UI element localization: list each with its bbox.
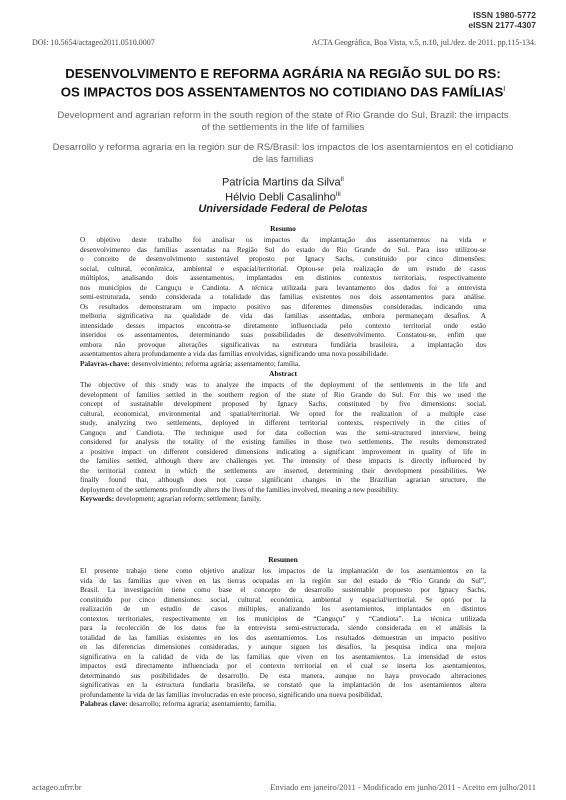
text-line: significativa en la calidad de vida de las familias que viven en los asentamientos. La intensidad de estos bbox=[80, 651, 486, 661]
text-line: considered for analysis the totality of the existing families in those two settlements. The results demonstrated bbox=[80, 437, 486, 446]
submission-dates: Enviado em janeiro/2011 - Modificado em junho/2011 - Aceito em julho/2011 bbox=[270, 782, 536, 792]
title-line-2: OS IMPACTOS DOS ASSENTAMENTOS NO COTIDIANO DAS FAMÍLIAS bbox=[60, 84, 504, 100]
author-block bbox=[40, 174, 526, 215]
text-line: realización de un estudio de casos múltiples, analizando los asentamientos, implantados en distintos bbox=[80, 604, 486, 613]
text-line: contextos territoriales, respectivamente en los municipios de “Canguçu” y “Candiota”. La técnica utilizada bbox=[80, 613, 486, 623]
keywords-label: Keywords: bbox=[80, 494, 115, 503]
text-line: nos municípios de Canguçu e Candiota. A técnica utilizada para levantamento dos dados foi a entrevista bbox=[80, 282, 486, 292]
text-line: intensidade desses impactos encontra-se diretamente influenciada pelo contexto territorial onde estão bbox=[80, 320, 486, 330]
text-line: deployment of the settlements profoundly alters the lives of the families involved, meaning a new possibility. bbox=[80, 484, 399, 494]
eissn: eISSN 2177-4307 bbox=[468, 20, 536, 30]
article-title bbox=[40, 66, 526, 100]
keywords-list: desenvolvimento; reforma agrária; assentamento; família. bbox=[129, 358, 301, 368]
text-line: development of families settled in the southern region of the state of Rio Grande do Sul. For this we used the bbox=[80, 389, 486, 399]
doi: DOI: 10.5654/actageo2011.0510.0007 bbox=[32, 38, 155, 47]
title-note-mark: I bbox=[503, 86, 506, 93]
spanish-title-line: de las familias bbox=[252, 154, 314, 165]
text-line: en las diferencias dimensiones consideradas, y aunque siguen los desafíos, la pesquisa indica una mejora bbox=[80, 642, 486, 651]
text-line: Os resultados demonstraram um impacto positivo nas diferentes dimensões consideradas, indicando uma bbox=[80, 301, 486, 311]
text-line: Brasil. La investigación tiene como base el concepto de desarrollo sustentable propuesto por Ignacy Sachs, bbox=[80, 585, 486, 594]
title-line-2-wrap bbox=[40, 82, 526, 100]
text-line: a positive impact on different considered dimensions indicating a significant improvement in quality of life in bbox=[80, 446, 486, 456]
author-2 bbox=[40, 189, 526, 204]
resumen-text bbox=[80, 566, 486, 709]
text-line: múltiplos, analisando dois assentamentos, implantados em distintos contextos territoriais, respectivamente bbox=[80, 273, 486, 282]
author-1 bbox=[40, 174, 526, 189]
text-line: o conceito de desenvolvimento sustentável proposto por Ignacy Sachs, constituído por cinco dimensões: bbox=[80, 254, 486, 263]
text-line: totalidad de las familias existentes en los dos asentamientos. Los resultados demuestran un impacto positivo bbox=[80, 632, 486, 642]
text-line: melhoria significativa na qualidade de vida das famílias assentadas, embora permaneçam desafios. A bbox=[80, 311, 486, 320]
issn: ISSN 1980-5772 bbox=[473, 10, 536, 20]
text-line: embora não provoque alterações significativas na estrutura fundiária brasileira, a implantação dos bbox=[80, 339, 486, 349]
author-1-mark: II bbox=[340, 177, 344, 183]
keywords-list: desarrollo; reforma agraria; asentamiento; família. bbox=[127, 699, 277, 708]
text-line: cultural, economical, environmental and spatial/territorial. We opted for the realization of a multiple case bbox=[80, 408, 486, 418]
text-line: O objetivo deste trabalho foi analisar os impactos da implantação dos assentamentos na vida e bbox=[80, 235, 486, 244]
keywords-list: development; agrarian reform; settlement; family. bbox=[114, 494, 262, 503]
text-line: significativas en la estructura fundiaria brasileña, se constató que la implantación de los asentamientos altera bbox=[80, 680, 486, 689]
text-line: para la recolección de los datos fue la entrevista semi-estructurada, siendo considerada en el análisis la bbox=[80, 623, 486, 632]
text-line: inseridos os assentamentos, determinando suas possibilidades de desenvolvimento. Constatou-se, enfim que bbox=[80, 330, 486, 339]
author-2-mark: III bbox=[335, 191, 341, 198]
keywords-label: Palavras-chave: bbox=[80, 358, 130, 368]
abstract-text bbox=[80, 380, 486, 504]
author-1-name: Patrícia Martins da Silva bbox=[222, 176, 341, 189]
affiliation: Universidade Federal de Pelotas bbox=[198, 203, 368, 216]
keywords-label: Palabras clave: bbox=[80, 699, 128, 708]
text-line: desenvolvimento das famílias assentadas na Região Sul do estado do Rio Grande do Sul. Para isso utilizou-se bbox=[80, 244, 486, 254]
abstract-heading: Abstract bbox=[269, 369, 297, 378]
text-line: the territorial context in which the settlements are inserted, determining their development possibilities. We bbox=[80, 465, 486, 475]
journal-site-link[interactable]: actageo.ufrr.br bbox=[32, 782, 82, 792]
spanish-title bbox=[40, 142, 526, 166]
text-line: social, cultural, econômica, ambiental e espacial/territorial. Optou-se pela realização de um estudo de casos bbox=[80, 263, 486, 273]
text-line: Canguçu and Candiota. The technique used for data collection was the semi-structured interview, being bbox=[80, 427, 486, 437]
text-line: The objective of this study was to analyze the impacts of the deployment of the settlements in the life and bbox=[80, 380, 486, 389]
text-line: determinando sus posibilidades de desarrollo. De esta manera, aunque no haya provocado alteraciones bbox=[80, 670, 486, 680]
spanish-title-line: Desarrollo y reforma agraria en la región sur de RS/Brasil: los impactos de los asentamientos en el cotidiano bbox=[52, 142, 514, 153]
issn-block bbox=[468, 10, 536, 30]
resumen-keywords bbox=[80, 699, 486, 709]
resumo-heading: Resumo bbox=[270, 224, 296, 233]
title-line-1: DESENVOLVIMENTO E REFORMA AGRÁRIA NA REGIÃO SUL DO RS: bbox=[65, 66, 501, 81]
text-line: vida de las familias que viven en las tierras ocupadas en la región sur del estado de “Rio Grande do Sul”, bbox=[80, 575, 486, 585]
text-line: concept of sustainable development proposed by Ignacy Sachs, constituted by five dimensions: social, bbox=[80, 399, 486, 408]
text-line: semi-estruturada, sendo considerada a totalidade das famílias existentes nos dois assentamentos para análise. bbox=[80, 292, 486, 301]
text-line: profundamente la vida de las familias involucradas en este proceso, significando una nueva posibilidad. bbox=[80, 689, 383, 699]
author-2-name: Hélvio Debli Casalinho bbox=[225, 191, 336, 204]
resumo-keywords bbox=[80, 359, 486, 369]
text-line: the families settled, although there are challenges yet. The intensity of these impacts is directly influenced by bbox=[80, 456, 486, 465]
english-title bbox=[40, 110, 526, 134]
resumen-heading: Resumen bbox=[268, 555, 298, 564]
text-line: El presente trabajo tiene como objetivo analizar los impactos de la implantación de los asentamientos en la bbox=[80, 566, 486, 575]
abstract-keywords bbox=[80, 494, 486, 504]
text-line: study, analyzing two settlements, deployed in different territorial contexts, respectively in the cities of bbox=[80, 418, 486, 427]
english-title-line: Development and agrarian reform in the south region of the state of Rio Grande do Sul, Brazil: the impacts bbox=[57, 110, 509, 121]
journal-reference: ACTA Geográfica, Boa Vista, v.5, n.10, jul./dez. de 2011. pp.115-134. bbox=[311, 38, 536, 47]
text-line: finally found that, although does not cause significant changes in the Brazilian agrarian structure, the bbox=[80, 475, 486, 484]
text-line: constituido por cinco dimensiones: social, cultural, económica, ambiental y espacial/territorial. Se optó por la bbox=[80, 594, 486, 604]
text-line: assentamentos altera profundamente a vida das famílias envolvidas, significando uma nova possibilidade. bbox=[80, 349, 389, 358]
english-title-line: of the settlements in the life of families bbox=[201, 122, 365, 133]
text-line: impactos está directamente influenciada por el contexto territorial en el cual se inserta los asentamientos, bbox=[80, 661, 486, 670]
resumo-text bbox=[80, 235, 486, 368]
